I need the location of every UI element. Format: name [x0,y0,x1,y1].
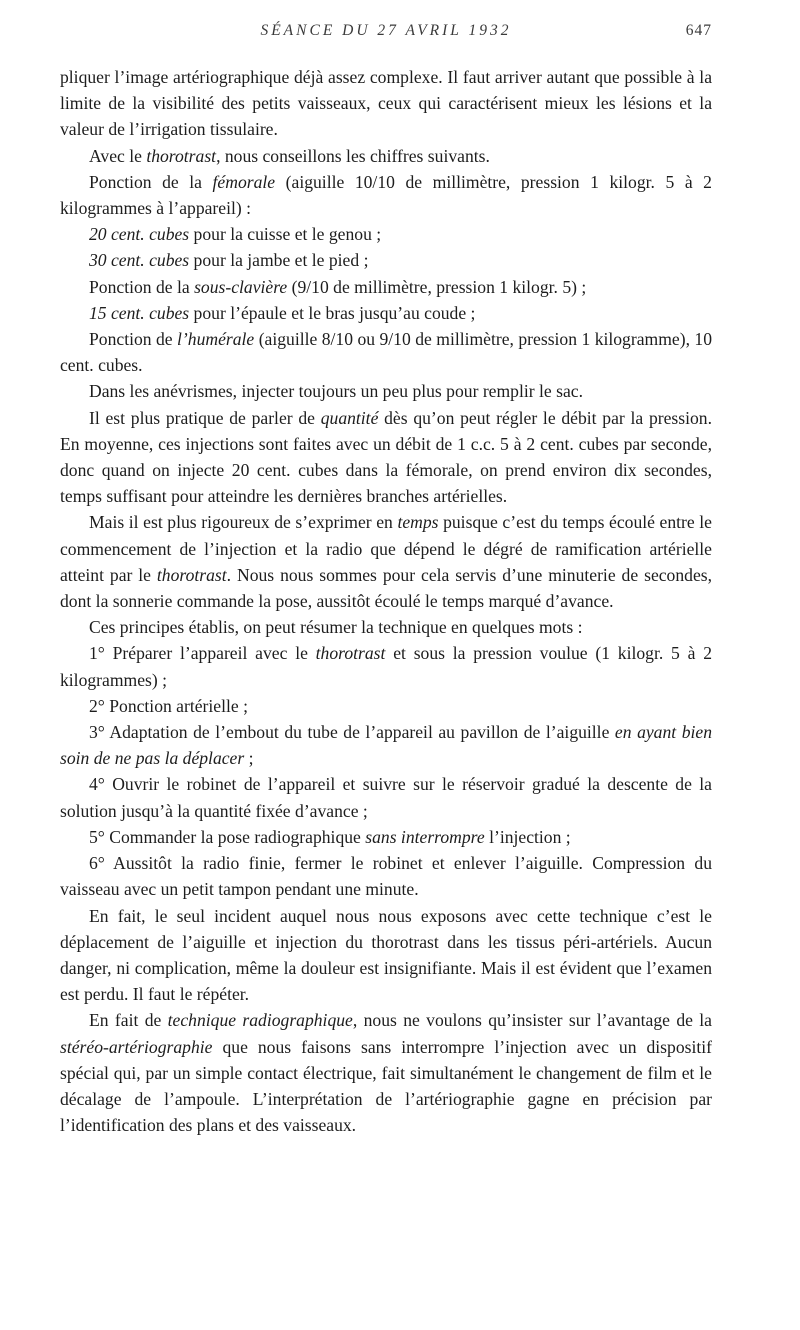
italic-run: sans interrompre [365,826,485,847]
text-run: Ponction de la [89,171,213,192]
paragraph [60,824,712,850]
paragraph [60,850,712,902]
text-run: Ces principes établis, on peut résumer la technique en quelques mots : [89,617,583,638]
text-run: pliquer l’image artériographique déjà assez complexe. Il faut arriver autant que possible à la limite de la visibilité des petits vaisseaux, ceux qui caractérisent mieux les lésions et la valeur de l’irrigation tissulaire. [60,67,712,140]
paragraph [60,64,712,143]
text-run: Ponction de la [89,276,195,297]
text-run: 1° Préparer l’appareil avec le [89,643,316,664]
italic-run: 15 cent. cubes [89,302,190,323]
text-run: Avec le [89,145,147,166]
paragraph [60,169,712,221]
paragraph [60,378,712,404]
paragraph [60,326,712,378]
italic-run: technique radiographique [167,1010,353,1031]
paragraph [60,221,712,247]
paragraph [60,640,712,692]
paragraph [60,247,712,273]
body-text [60,64,712,1138]
text-run: . Nous nous sommes pour cela servis d’une minuterie de secondes, dont la sonnerie commande la pose, aussitôt écoulé le temps marqué d’avance. [60,564,713,612]
paragraph [60,614,712,640]
text-run: Il est plus pratique de parler de [89,407,321,428]
paragraph [60,719,712,771]
text-run: Dans les anévrismes, injecter toujours un peu plus pour remplir le sac. [89,381,583,402]
text-run: , nous conseillons les chiffres suivants. [216,145,490,166]
text-run: 5° Commander la pose radiographique [89,826,366,847]
paragraph [60,405,712,510]
italic-run: l’humérale [177,329,255,350]
italic-run: stéréo-artériographie [60,1036,213,1057]
text-run: que nous faisons sans interrompre l’injection avec un dispositif spécial qui, par un simple contact électrique, fait simultanément le changement de film et le décalage de l’ampoule. L’interprétation de l’artériographie gagne en précision par l’identification des plans et des vaisseaux. [60,1036,712,1136]
text-run: pour la jambe et le pied ; [189,250,369,271]
text-run: (aiguille 8/10 ou 9/10 de millimètre, pression 1 kilogramme), 10 cent. cubes. [60,329,712,376]
italic-run: temps [397,512,439,533]
paragraph [60,903,712,1008]
text-run: , nous ne voulons qu’insister sur l’avantage de la [352,1010,712,1031]
text-run: En fait de [89,1010,168,1031]
text-run: et sous la pression voulue (1 kilogr. 5 à 2 kilogrammes) ; [60,643,712,690]
text-run: l’injection ; [484,826,571,847]
paragraph [60,771,712,823]
italic-run: 20 cent. cubes [89,224,190,245]
text-run: pour l’épaule et le bras jusqu’au coude ; [189,302,476,323]
paragraph [60,509,712,614]
text-run: 6° Aussitôt la radio finie, fermer le robinet et enlever l’aiguille. Compression du vaisseau avec un petit tampon pendant une minute. [60,853,712,900]
italic-run: thorotrast [315,643,386,664]
italic-run: fémorale [212,171,276,192]
paragraph [60,693,712,719]
italic-run: sous-clavière [194,276,288,297]
text-run: Ponction de [89,329,178,350]
paragraph [60,300,712,326]
paragraph [60,1007,712,1138]
text-run: (9/10 de millimètre, pression 1 kilogr. 5) ; [287,276,587,297]
text-run: 2° Ponction artérielle ; [89,695,248,716]
text-run: dès qu’on peut régler le débit par la pression. En moyenne, ces injections sont faites avec un débit de 1 c.c. 5 à 2 cent. cubes par seconde, donc quand on injecte 20 cent. cubes dans la fémorale, on prend environ dix secondes, temps suffisant pour atteindre les dernières branches artérielles. [60,407,712,507]
italic-run: thorotrast [156,564,227,585]
paragraph [60,274,712,300]
italic-run: en ayant bien soin de ne pas la déplacer [60,722,712,769]
italic-run: quantité [320,407,379,428]
text-run: puisque c’est du temps écoulé entre le commencement de l’injection et la radio que dépend le dégré de ramification artérielle atteint par le [60,512,712,585]
text-run: ; [244,748,254,769]
running-header [60,22,712,42]
italic-run: 30 cent. cubes [89,250,190,271]
text-run: (aiguille 10/10 de millimètre, pression 1 kilogr. 5 à 2 kilogrammes à l’appareil) : [60,171,712,219]
text-run: Mais il est plus rigoureux de s’exprimer en [89,512,398,533]
text-run: En fait, le seul incident auquel nous nous exposons avec cette technique c’est le déplacement de l’aiguille et injection du thorotrast dans les tissus péri-artériels. Aucun danger, ni complication, même la douleur est insignifiante. Mais il est évident que l’examen est perdu. Il faut le répéter. [60,905,712,1005]
italic-run: thorotrast [146,145,217,166]
text-run: pour la cuisse et le genou ; [189,224,382,245]
running-title: SÉANCE DU 27 AVRIL 1932 [260,22,512,39]
text-run: 3° Adaptation de l’embout du tube de l’appareil au pavillon de l’aiguille [89,722,615,743]
text-run: 4° Ouvrir le robinet de l’appareil et suivre sur le réservoir gradué la descente de la solution jusqu’à la quantité fixée d’avance ; [60,774,712,821]
paragraph [60,143,712,169]
page-number: 647 [685,22,712,39]
